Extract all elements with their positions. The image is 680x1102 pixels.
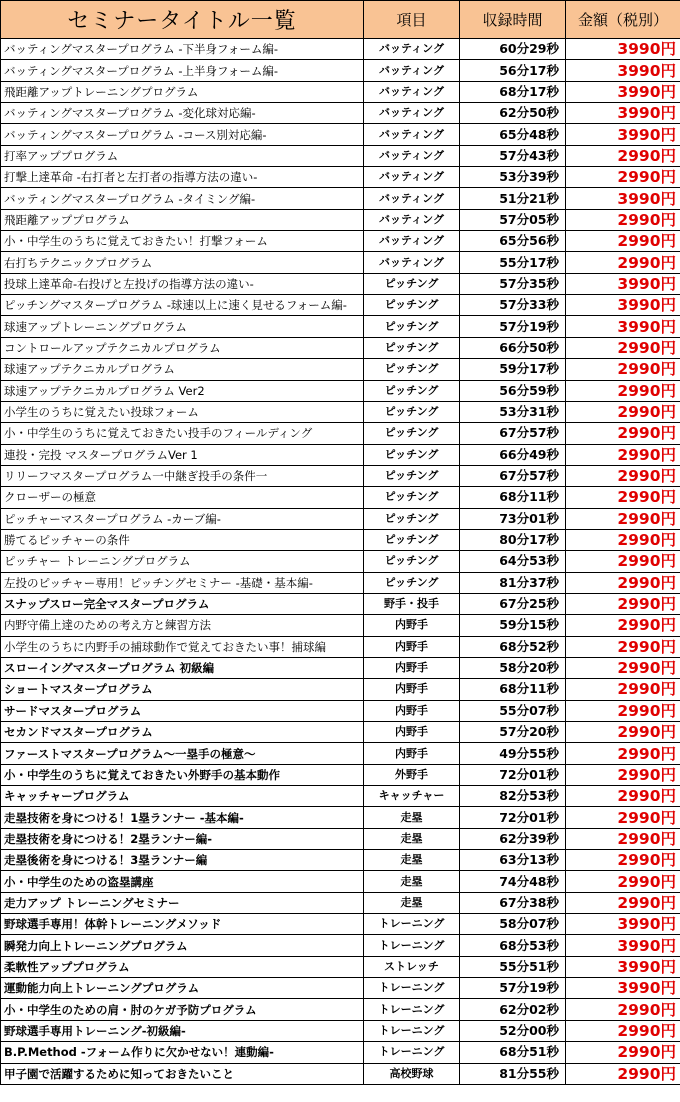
- seminar-price: 3990円: [566, 124, 680, 145]
- table-row: [1, 231, 680, 252]
- seminar-duration: 68分51秒: [460, 1042, 566, 1063]
- seminar-title: 小学生のうちに覚えたい投球フォーム: [1, 401, 364, 422]
- seminar-price: 3990円: [566, 295, 680, 316]
- table-row: [1, 1020, 680, 1041]
- seminar-title: 甲子園で活躍するために知っておきたいこと: [1, 1063, 364, 1084]
- seminar-price: 3990円: [566, 39, 680, 60]
- seminar-title: 左投のピッチャー専用！ピッチングセミナー -基礎・基本編-: [1, 572, 364, 593]
- table-row: [1, 871, 680, 892]
- table-row: [1, 935, 680, 956]
- seminar-price: 3990円: [566, 81, 680, 102]
- seminar-title: スナップスロー完全マスタープログラム: [1, 593, 364, 614]
- table-row: [1, 764, 680, 785]
- seminar-price: 2990円: [566, 252, 680, 273]
- seminar-price: 2990円: [566, 337, 680, 358]
- seminar-price: 2990円: [566, 1042, 680, 1063]
- seminar-duration: 67分57秒: [460, 423, 566, 444]
- seminar-duration: 63分13秒: [460, 850, 566, 871]
- seminar-category: 内野手: [364, 679, 460, 700]
- seminar-title: バッティングマスタープログラム -上半身フォーム編-: [1, 60, 364, 81]
- seminar-title: 球速アップテクニカルプログラム Ver2: [1, 380, 364, 401]
- seminar-duration: 68分53秒: [460, 935, 566, 956]
- seminar-duration: 59分15秒: [460, 615, 566, 636]
- seminar-duration: 57分43秒: [460, 145, 566, 166]
- seminar-price: 3990円: [566, 935, 680, 956]
- seminar-category: バッティング: [364, 103, 460, 124]
- seminar-title: ピッチャー トレーニングプログラム: [1, 551, 364, 572]
- seminar-price: 2990円: [566, 359, 680, 380]
- seminar-title: バッティングマスタープログラム -下半身フォーム編-: [1, 39, 364, 60]
- seminar-category: キャッチャー: [364, 786, 460, 807]
- seminar-duration: 74分48秒: [460, 871, 566, 892]
- seminar-category: ピッチング: [364, 295, 460, 316]
- seminar-category: ピッチング: [364, 359, 460, 380]
- seminar-title: 打率アッププログラム: [1, 145, 364, 166]
- seminar-title: コントロールアップテクニカルプログラム: [1, 337, 364, 358]
- seminar-price: 3990円: [566, 188, 680, 209]
- seminar-title: 球速アップトレーニングプログラム: [1, 316, 364, 337]
- table-row: [1, 316, 680, 337]
- seminar-category: ストレッチ: [364, 956, 460, 977]
- seminar-price: 2990円: [566, 167, 680, 188]
- seminar-title: 運動能力向上トレーニングプログラム: [1, 978, 364, 999]
- seminar-category: ピッチング: [364, 572, 460, 593]
- seminar-title: 投球上達革命-右投げと左投げの指導方法の違い-: [1, 273, 364, 294]
- seminar-title: 野球選手専用！体幹トレーニングメソッド: [1, 914, 364, 935]
- seminar-category: トレーニング: [364, 978, 460, 999]
- table-row: [1, 295, 680, 316]
- table-row: [1, 850, 680, 871]
- seminar-category: ピッチング: [364, 337, 460, 358]
- seminar-price: 2990円: [566, 209, 680, 230]
- seminar-category: 内野手: [364, 615, 460, 636]
- seminar-category: ピッチング: [364, 316, 460, 337]
- table-row: [1, 657, 680, 678]
- seminar-price: 2990円: [566, 1063, 680, 1084]
- seminar-category: 走塁: [364, 892, 460, 913]
- seminar-category: ピッチング: [364, 487, 460, 508]
- seminar-title: 飛距離アッププログラム: [1, 209, 364, 230]
- table-row: [1, 572, 680, 593]
- seminar-duration: 55分07秒: [460, 700, 566, 721]
- seminar-price: 2990円: [566, 231, 680, 252]
- table-row: [1, 1063, 680, 1084]
- seminar-category: トレーニング: [364, 1042, 460, 1063]
- seminar-price: 2990円: [566, 487, 680, 508]
- table-row: [1, 786, 680, 807]
- seminar-category: 走塁: [364, 850, 460, 871]
- seminar-title: 内野守備上達のための考え方と練習方法: [1, 615, 364, 636]
- table-row: [1, 615, 680, 636]
- seminar-category: 内野手: [364, 743, 460, 764]
- seminar-title: キャッチャープログラム: [1, 786, 364, 807]
- seminar-title: バッティングマスタープログラム -コース別対応編-: [1, 124, 364, 145]
- table-row: [1, 722, 680, 743]
- seminar-price: 2990円: [566, 615, 680, 636]
- seminar-title: 小・中学生のうちに覚えておきたい！打撃フォーム: [1, 231, 364, 252]
- seminar-title: 柔軟性アッププログラム: [1, 956, 364, 977]
- seminar-title: 走塁後術を身につける！3塁ランナー編: [1, 850, 364, 871]
- seminar-duration: 67分38秒: [460, 892, 566, 913]
- seminar-category: バッティング: [364, 81, 460, 102]
- table-row: [1, 444, 680, 465]
- seminar-title: サードマスタープログラム: [1, 700, 364, 721]
- seminar-price: 2990円: [566, 764, 680, 785]
- seminar-duration: 73分01秒: [460, 508, 566, 529]
- seminar-category: バッティング: [364, 39, 460, 60]
- seminar-category: 内野手: [364, 700, 460, 721]
- table-row: [1, 359, 680, 380]
- seminar-duration: 62分02秒: [460, 999, 566, 1020]
- seminar-duration: 67分57秒: [460, 465, 566, 486]
- seminar-title: 連投・完投 マスタープログラムVer 1: [1, 444, 364, 465]
- seminar-category: バッティング: [364, 209, 460, 230]
- seminar-duration: 68分52秒: [460, 636, 566, 657]
- seminar-title: 走塁技術を身につける！1塁ランナー -基本編-: [1, 807, 364, 828]
- table-row: [1, 273, 680, 294]
- seminar-duration: 60分29秒: [460, 39, 566, 60]
- seminar-price: 3990円: [566, 103, 680, 124]
- seminar-title: リリーフマスタープログラム一中継ぎ投手の条件一: [1, 465, 364, 486]
- seminar-duration: 66分50秒: [460, 337, 566, 358]
- seminar-duration: 57分19秒: [460, 316, 566, 337]
- table-row: [1, 807, 680, 828]
- seminar-price: 2990円: [566, 465, 680, 486]
- seminar-title: 小・中学生のうちに覚えておきたい外野手の基本動作: [1, 764, 364, 785]
- seminar-price: 2990円: [566, 551, 680, 572]
- seminar-duration: 68分11秒: [460, 679, 566, 700]
- seminar-category: バッティング: [364, 188, 460, 209]
- seminar-price: 2990円: [566, 871, 680, 892]
- table-row: [1, 81, 680, 102]
- seminar-category: 野手・投手: [364, 593, 460, 614]
- table-row: [1, 167, 680, 188]
- seminar-price: 2990円: [566, 529, 680, 550]
- table-body: [1, 39, 680, 1085]
- seminar-price: 3990円: [566, 273, 680, 294]
- seminar-price: 2990円: [566, 401, 680, 422]
- seminar-category: バッティング: [364, 124, 460, 145]
- seminar-title: 小・中学生のうちに覚えておきたい投手のフィールディング: [1, 423, 364, 444]
- seminar-category: ピッチング: [364, 444, 460, 465]
- seminar-category: 内野手: [364, 722, 460, 743]
- table-row: [1, 337, 680, 358]
- table-row: [1, 828, 680, 849]
- seminar-category: 走塁: [364, 828, 460, 849]
- seminar-duration: 58分07秒: [460, 914, 566, 935]
- seminar-price: 2990円: [566, 828, 680, 849]
- seminar-duration: 56分59秒: [460, 380, 566, 401]
- table-row: [1, 103, 680, 124]
- header-title: セミナータイトル一覧: [1, 1, 364, 39]
- table-row: [1, 188, 680, 209]
- header-row: [1, 1, 680, 39]
- seminar-price: 2990円: [566, 679, 680, 700]
- seminar-category: ピッチング: [364, 273, 460, 294]
- seminar-category: バッティング: [364, 145, 460, 166]
- seminar-title: 小・中学生のための肩・肘のケガ予防プログラム: [1, 999, 364, 1020]
- seminar-title: クローザーの極意: [1, 487, 364, 508]
- table-row: [1, 60, 680, 81]
- seminar-price: 2990円: [566, 657, 680, 678]
- seminar-title: ピッチャーマスタープログラム -カーブ編-: [1, 508, 364, 529]
- seminar-price: 2990円: [566, 593, 680, 614]
- seminar-category: 内野手: [364, 657, 460, 678]
- seminar-title: ファーストマスタープログラム～一塁手の極意～: [1, 743, 364, 764]
- seminar-title: 瞬発力向上トレーニングプログラム: [1, 935, 364, 956]
- seminar-category: バッティング: [364, 231, 460, 252]
- seminar-category: トレーニング: [364, 935, 460, 956]
- seminar-title: バッティングマスタープログラム -変化球対応編-: [1, 103, 364, 124]
- seminar-price: 2990円: [566, 423, 680, 444]
- seminar-duration: 62分50秒: [460, 103, 566, 124]
- table-row: [1, 529, 680, 550]
- seminar-price: 2990円: [566, 1020, 680, 1041]
- seminar-category: トレーニング: [364, 1020, 460, 1041]
- seminar-price: 3990円: [566, 60, 680, 81]
- seminar-duration: 81分55秒: [460, 1063, 566, 1084]
- table-row: [1, 380, 680, 401]
- seminar-title: ショートマスタープログラム: [1, 679, 364, 700]
- seminar-title: 小学生のうちに内野手の捕球動作で覚えておきたい事！捕球編: [1, 636, 364, 657]
- table-row: [1, 892, 680, 913]
- seminar-duration: 67分25秒: [460, 593, 566, 614]
- seminar-category: トレーニング: [364, 914, 460, 935]
- seminar-category: ピッチング: [364, 529, 460, 550]
- seminar-title: セカンドマスタープログラム: [1, 722, 364, 743]
- seminar-category: トレーニング: [364, 999, 460, 1020]
- seminar-duration: 65分48秒: [460, 124, 566, 145]
- seminar-duration: 52分00秒: [460, 1020, 566, 1041]
- seminar-price: 2990円: [566, 444, 680, 465]
- seminar-price: 2990円: [566, 636, 680, 657]
- seminar-price: 2990円: [566, 722, 680, 743]
- seminar-duration: 68分17秒: [460, 81, 566, 102]
- table-row: [1, 956, 680, 977]
- seminar-category: バッティング: [364, 167, 460, 188]
- seminar-title: 走塁技術を身につける！2塁ランナー編-: [1, 828, 364, 849]
- seminar-price: 2990円: [566, 807, 680, 828]
- seminar-price: 2990円: [566, 892, 680, 913]
- seminar-price: 3990円: [566, 956, 680, 977]
- seminar-duration: 66分49秒: [460, 444, 566, 465]
- seminar-price: 2990円: [566, 145, 680, 166]
- seminar-title: 小・中学生のための盗塁講座: [1, 871, 364, 892]
- seminar-duration: 59分17秒: [460, 359, 566, 380]
- table-row: [1, 124, 680, 145]
- seminar-price: 2990円: [566, 786, 680, 807]
- seminar-category: 内野手: [364, 636, 460, 657]
- seminar-price: 2990円: [566, 572, 680, 593]
- seminar-title: 勝てるピッチャーの条件: [1, 529, 364, 550]
- seminar-title: ピッチングマスタープログラム -球速以上に速く見せるフォーム編-: [1, 295, 364, 316]
- seminar-duration: 64分53秒: [460, 551, 566, 572]
- seminar-price: 2990円: [566, 850, 680, 871]
- seminar-duration: 49分55秒: [460, 743, 566, 764]
- seminar-category: ピッチング: [364, 380, 460, 401]
- seminar-title: 飛距離アップトレーニングプログラム: [1, 81, 364, 102]
- seminar-duration: 56分17秒: [460, 60, 566, 81]
- seminar-category: 走塁: [364, 871, 460, 892]
- table-row: [1, 39, 680, 60]
- seminar-category: ピッチング: [364, 508, 460, 529]
- table-row: [1, 209, 680, 230]
- seminar-category: 外野手: [364, 764, 460, 785]
- table-row: [1, 401, 680, 422]
- seminar-duration: 57分35秒: [460, 273, 566, 294]
- seminar-category: バッティング: [364, 252, 460, 273]
- seminar-price: 2990円: [566, 700, 680, 721]
- seminar-duration: 82分53秒: [460, 786, 566, 807]
- seminar-duration: 55分17秒: [460, 252, 566, 273]
- seminar-price: 2990円: [566, 743, 680, 764]
- seminar-price: 3990円: [566, 978, 680, 999]
- seminar-category: ピッチング: [364, 551, 460, 572]
- seminar-price: 3990円: [566, 914, 680, 935]
- table-row: [1, 551, 680, 572]
- seminar-duration: 81分37秒: [460, 572, 566, 593]
- seminar-price: 2990円: [566, 380, 680, 401]
- seminar-title: B.P.Method -フォーム作りに欠かせない！連動編-: [1, 1042, 364, 1063]
- seminar-duration: 57分33秒: [460, 295, 566, 316]
- seminar-title: 野球選手専用トレーニング-初級編-: [1, 1020, 364, 1041]
- seminar-duration: 80分17秒: [460, 529, 566, 550]
- seminar-duration: 53分39秒: [460, 167, 566, 188]
- seminar-duration: 53分31秒: [460, 401, 566, 422]
- seminar-price: 3990円: [566, 316, 680, 337]
- seminar-price: 2990円: [566, 508, 680, 529]
- seminar-duration: 51分21秒: [460, 188, 566, 209]
- header-duration: 収録時間: [460, 1, 566, 39]
- table-row: [1, 700, 680, 721]
- seminar-title: 走力アップ トレーニングセミナー: [1, 892, 364, 913]
- seminar-duration: 58分20秒: [460, 657, 566, 678]
- seminar-title: 打撃上達革命 -右打者と左打者の指導方法の違い-: [1, 167, 364, 188]
- header-price: 金額（税別）: [566, 1, 680, 39]
- seminar-category: バッティング: [364, 60, 460, 81]
- table-row: [1, 1042, 680, 1063]
- seminar-title: スローイングマスタープログラム 初級編: [1, 657, 364, 678]
- table-row: [1, 999, 680, 1020]
- table-row: [1, 487, 680, 508]
- seminar-duration: 68分11秒: [460, 487, 566, 508]
- seminar-duration: 57分19秒: [460, 978, 566, 999]
- seminar-category: ピッチング: [364, 423, 460, 444]
- table-row: [1, 743, 680, 764]
- seminar-price: 2990円: [566, 999, 680, 1020]
- seminar-duration: 65分56秒: [460, 231, 566, 252]
- seminar-category: 走塁: [364, 807, 460, 828]
- seminar-title: 右打ちテクニックプログラム: [1, 252, 364, 273]
- table-row: [1, 593, 680, 614]
- table-row: [1, 145, 680, 166]
- seminar-category: ピッチング: [364, 465, 460, 486]
- seminar-duration: 57分05秒: [460, 209, 566, 230]
- seminar-title: 球速アップテクニカルプログラム: [1, 359, 364, 380]
- header-category: 項目: [364, 1, 460, 39]
- seminar-duration: 57分20秒: [460, 722, 566, 743]
- seminar-duration: 72分01秒: [460, 807, 566, 828]
- table-row: [1, 679, 680, 700]
- seminar-title: バッティングマスタープログラム -タイミング編-: [1, 188, 364, 209]
- seminar-duration: 62分39秒: [460, 828, 566, 849]
- table-row: [1, 914, 680, 935]
- table-row: [1, 978, 680, 999]
- table-row: [1, 423, 680, 444]
- seminar-category: ピッチング: [364, 401, 460, 422]
- seminar-duration: 55分51秒: [460, 956, 566, 977]
- table-row: [1, 508, 680, 529]
- table-row: [1, 636, 680, 657]
- table-row: [1, 465, 680, 486]
- seminar-category: 高校野球: [364, 1063, 460, 1084]
- seminar-duration: 72分01秒: [460, 764, 566, 785]
- table-row: [1, 252, 680, 273]
